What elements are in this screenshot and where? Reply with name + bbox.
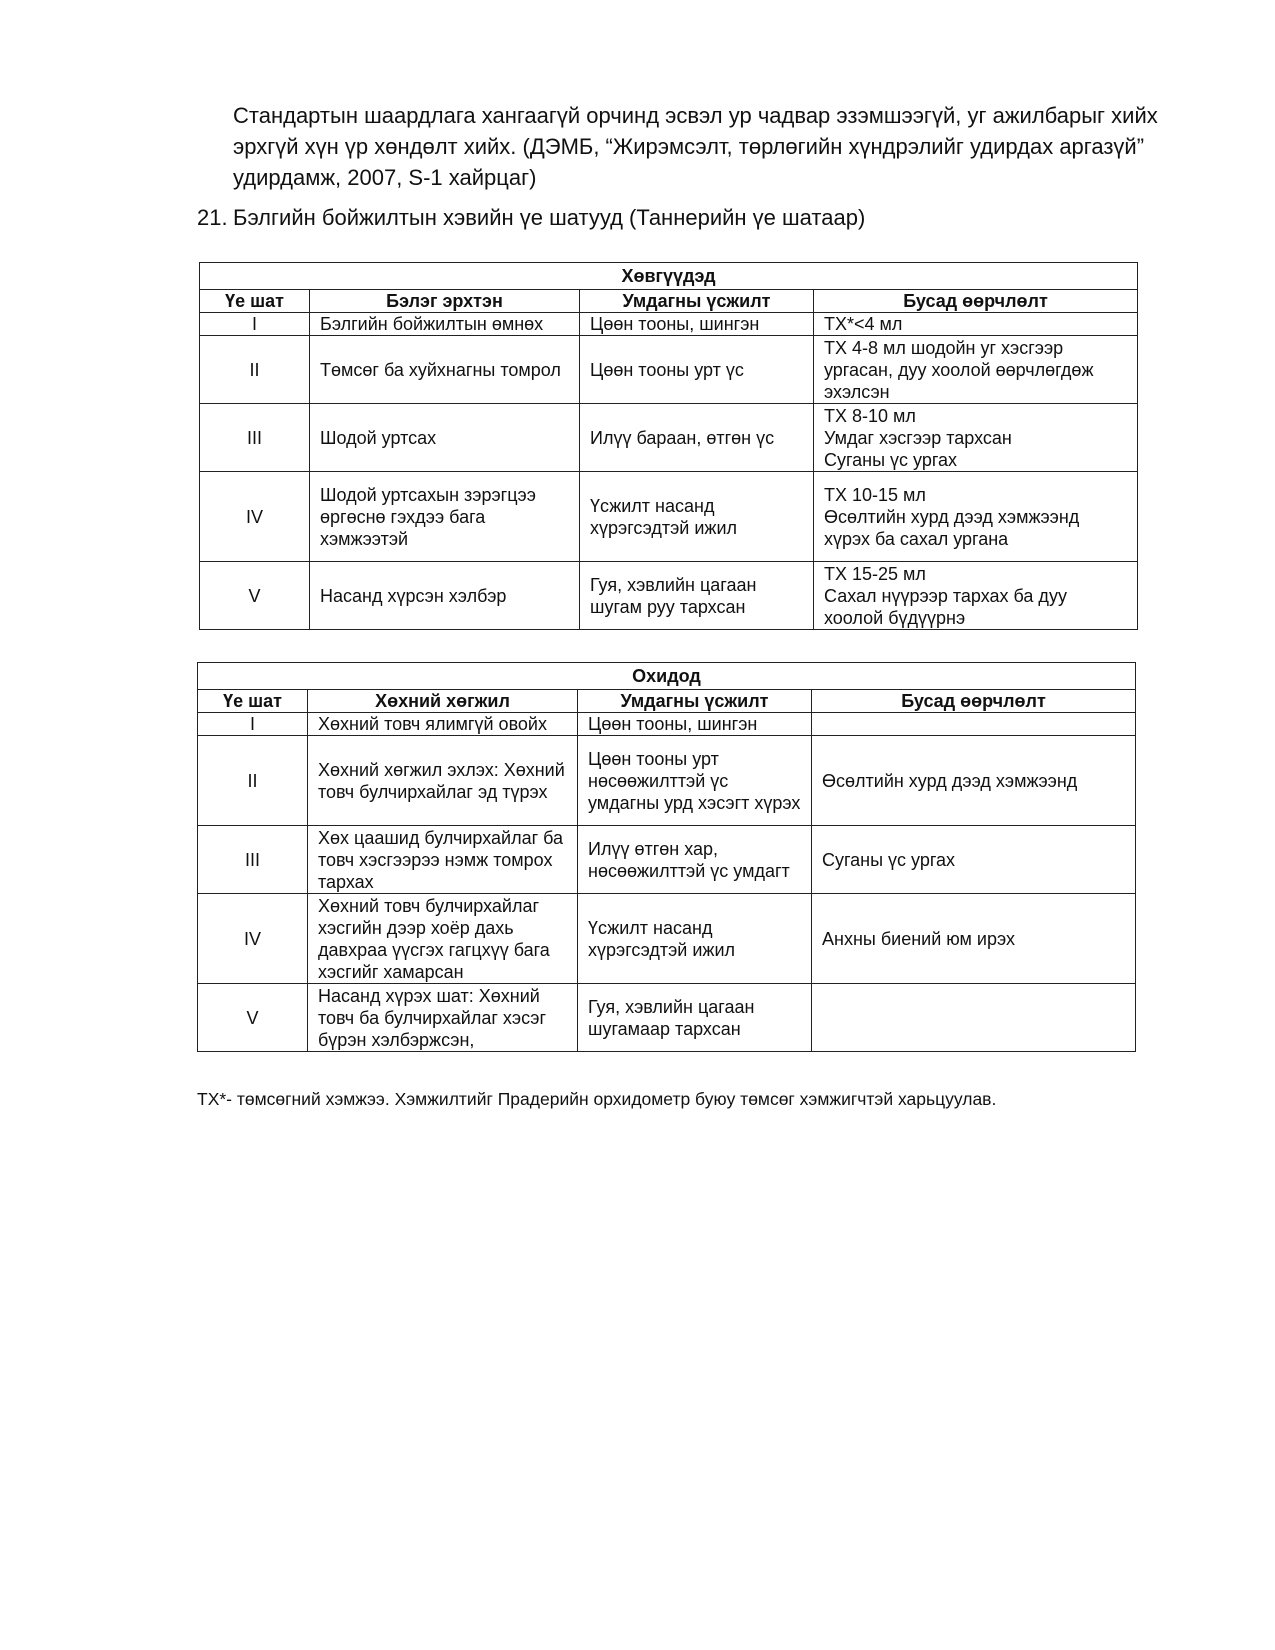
table-row — [200, 404, 1138, 472]
table-row — [200, 562, 1138, 630]
pubic-hair-cell: Үсжилт насанд хүрэгсэдтэй ижил — [580, 472, 814, 562]
table-caption: Охидод — [198, 663, 1136, 690]
breast-cell: Хөхний товч ялимгүй овойх — [308, 713, 578, 736]
stage-cell: IV — [198, 894, 308, 984]
pubic-hair-cell: Цөөн тооны, шингэн — [578, 713, 812, 736]
organ-cell: Төмсөг ба хуйхнагны томрол — [310, 336, 580, 404]
stage-cell: I — [200, 313, 310, 336]
stage-cell: I — [198, 713, 308, 736]
table-row — [200, 472, 1138, 562]
stage-cell: V — [200, 562, 310, 630]
pubic-hair-cell: Цөөн тооны урт нөсөөжилттэй үс умдагны урд хэсэгт хүрэх — [578, 736, 812, 826]
table-row — [200, 313, 1138, 336]
column-header-pubic-hair: Умдагны үсжилт — [578, 690, 812, 713]
other-changes-cell: ТХ*<4 мл — [814, 313, 1138, 336]
table-row — [198, 894, 1136, 984]
column-header-stage: Үе шат — [198, 690, 308, 713]
pubic-hair-cell: Гуя, хэвлийн цагаан шугамаар тархсан — [578, 984, 812, 1052]
pubic-hair-cell: Цөөн тооны, шингэн — [580, 313, 814, 336]
column-header-other-changes: Бусад өөрчлөлт — [812, 690, 1136, 713]
stage-cell: IV — [200, 472, 310, 562]
other-changes-cell: ТХ 8-10 мл Умдаг хэсгээр тархсан Суганы үс ургах — [814, 404, 1138, 472]
pubic-hair-cell: Гуя, хэвлийн цагаан шугам руу тархсан — [580, 562, 814, 630]
other-changes-cell: Суганы үс ургах — [812, 826, 1136, 894]
item-number: 21. — [197, 205, 228, 230]
other-changes-cell — [812, 713, 1136, 736]
other-changes-cell — [812, 984, 1136, 1052]
breast-cell: Хөх цаашид булчирхайлаг ба товч хэсгээрээ нэмж томрох тархах — [308, 826, 578, 894]
organ-cell: Шодой уртсах — [310, 404, 580, 472]
organ-cell: Шодой уртсахын зэрэгцээ өргөснө гэхдээ бага хэмжээтэй — [310, 472, 580, 562]
other-changes-cell: ТХ 10-15 мл Өсөлтийн хурд дээд хэмжээнд хүрэх ба сахал ургана — [814, 472, 1138, 562]
pubic-hair-cell: Илүү өтгөн хар, нөсөөжилттэй үс умдагт — [578, 826, 812, 894]
column-header-stage: Үе шат — [200, 290, 310, 313]
other-changes-cell: ТХ 15-25 мл Сахал нүүрээр тархах ба дуу хоолой бүдүүрнэ — [814, 562, 1138, 630]
table-row — [198, 984, 1136, 1052]
table-row — [198, 736, 1136, 826]
stage-cell: III — [198, 826, 308, 894]
breast-cell: Хөхний товч булчирхайлаг хэсгийн дээр хоёр дахь давхраа үүсгэх гагцхүү бага хэсгийг хамарсан — [308, 894, 578, 984]
column-header-pubic-hair: Умдагны үсжилт — [580, 290, 814, 313]
organ-cell: Бэлгийн бойжилтын өмнөх — [310, 313, 580, 336]
column-header-other-changes: Бусад өөрчлөлт — [814, 290, 1138, 313]
stage-cell: III — [200, 404, 310, 472]
girls-tanner-table — [197, 662, 1136, 1052]
column-header-breast: Хөхний хөгжил — [308, 690, 578, 713]
table-row — [198, 713, 1136, 736]
other-changes-cell: ТХ 4-8 мл шодойн уг хэсгээр ургасан, дуу хоолой өөрчлөгдөж эхэлсэн — [814, 336, 1138, 404]
stage-cell: II — [198, 736, 308, 826]
item-title: Бэлгийн бойжилтын хэвийн үе шатууд (Таннерийн үе шатаар) — [233, 205, 866, 230]
other-changes-cell: Өсөлтийн хурд дээд хэмжээнд — [812, 736, 1136, 826]
footnote: ТХ*- төмсөгний хэмжээ. Хэмжилтийг Прадерийн орхидометр буюу төмсөг хэмжигчтэй харьцуулав. — [197, 1089, 997, 1109]
table-row — [200, 336, 1138, 404]
table-caption: Хөвгүүдэд — [200, 263, 1138, 290]
stage-cell: V — [198, 984, 308, 1052]
intro-paragraph: Стандартын шаардлага хангаагүй орчинд эсвэл ур чадвар эзэмшээгүй, уг ажилбарыг хийх эрхгүй хүн үр хөндөлт хийх. (ДЭМБ, “Жирэмсэлт, төрлөгийн хүндрэлийг удирдах аргазүй” удирдамж, 2007, S-1 хайрцаг) — [233, 103, 1158, 190]
boys-tanner-table — [199, 262, 1138, 630]
other-changes-cell: Анхны биений юм ирэх — [812, 894, 1136, 984]
pubic-hair-cell: Илүү бараан, өтгөн үс — [580, 404, 814, 472]
item-heading — [197, 203, 865, 233]
organ-cell: Насанд хүрсэн хэлбэр — [310, 562, 580, 630]
column-header-organ: Бэлэг эрхтэн — [310, 290, 580, 313]
stage-cell: II — [200, 336, 310, 404]
pubic-hair-cell: Үсжилт насанд хүрэгсэдтэй ижил — [578, 894, 812, 984]
breast-cell: Хөхний хөгжил эхлэх: Хөхний товч булчирхайлаг эд түрэх — [308, 736, 578, 826]
table-row — [198, 826, 1136, 894]
breast-cell: Насанд хүрэх шат: Хөхний товч ба булчирхайлаг хэсэг бүрэн хэлбэржсэн, — [308, 984, 578, 1052]
pubic-hair-cell: Цөөн тооны урт үс — [580, 336, 814, 404]
